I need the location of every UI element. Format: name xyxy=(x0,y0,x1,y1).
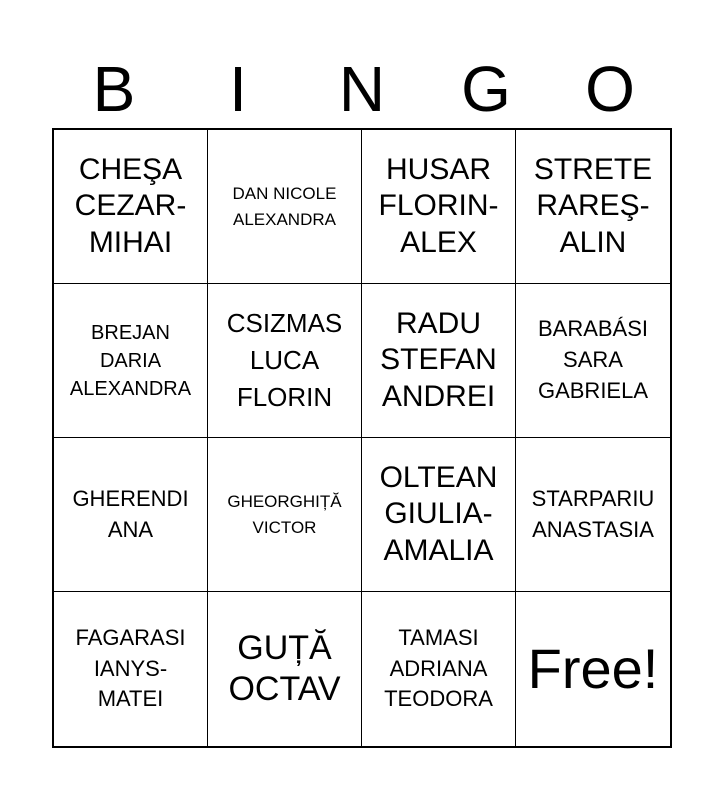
bingo-cell[interactable] xyxy=(54,438,208,592)
header-letter-o: O xyxy=(585,53,635,125)
bingo-cell[interactable] xyxy=(208,592,362,746)
free-cell-text: Free! xyxy=(527,637,659,701)
bingo-cell[interactable] xyxy=(516,438,670,592)
bingo-cell[interactable] xyxy=(516,284,670,438)
bingo-cell[interactable] xyxy=(362,284,516,438)
cell-text: DAN NICOLE ALEXANDRA xyxy=(232,184,337,229)
header-letter-i: I xyxy=(229,53,247,125)
bingo-cell[interactable] xyxy=(54,130,208,284)
bingo-cell[interactable] xyxy=(208,130,362,284)
bingo-cell[interactable] xyxy=(362,592,516,746)
cell-text: CSIZMAS LUCA FLORIN xyxy=(226,308,343,412)
header-letter-g: G xyxy=(461,53,511,125)
bingo-cell[interactable] xyxy=(54,592,208,746)
cell-text: BARABÁSI SARA GABRIELA xyxy=(537,316,649,403)
cell-text: TAMASI ADRIANA TEODORA xyxy=(384,624,493,712)
cell-text: GUȚĂ OCTAV xyxy=(228,629,341,708)
bingo-board xyxy=(52,128,672,748)
cell-text: GHEORGHIȚĂ VICTOR xyxy=(227,492,342,537)
header-letter-b: B xyxy=(92,53,136,125)
free-cell[interactable] xyxy=(516,592,670,746)
cell-text: GHERENDI ANA xyxy=(72,485,189,542)
bingo-cell[interactable] xyxy=(362,438,516,592)
header-letter-n: N xyxy=(338,53,386,125)
cell-text: CHEŞA CEZAR- MIHAI xyxy=(74,152,187,259)
bingo-cell[interactable] xyxy=(208,284,362,438)
bingo-cell[interactable] xyxy=(208,438,362,592)
bingo-header xyxy=(52,50,672,128)
bingo-cell[interactable] xyxy=(54,284,208,438)
cell-text: RADU STEFAN ANDREI xyxy=(380,306,497,413)
bingo-cell[interactable] xyxy=(362,130,516,284)
cell-text: STRETE RAREŞ- ALIN xyxy=(533,152,653,259)
cell-text: BREJAN DARIA ALEXANDRA xyxy=(69,321,192,400)
cell-text: STARPARIU ANASTASIA xyxy=(531,485,655,542)
cell-text: FAGARASI IANYS- MATEI xyxy=(75,624,186,712)
cell-text: HUSAR FLORIN- ALEX xyxy=(378,152,499,259)
bingo-cell[interactable] xyxy=(516,130,670,284)
cell-text: OLTEAN GIULIA- AMALIA xyxy=(379,460,498,567)
